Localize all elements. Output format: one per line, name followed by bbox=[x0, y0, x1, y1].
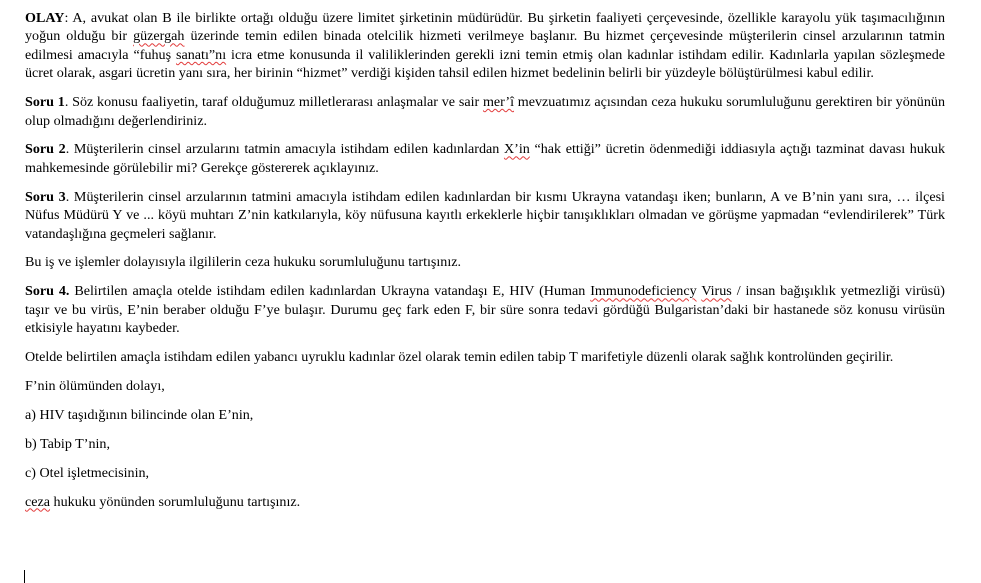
soru4-paragraph bbox=[25, 282, 945, 337]
spellcheck-word-xin[interactable]: X’in bbox=[503, 141, 530, 158]
soru1-text-2: mevzuatımız açısından ceza hukuku sorumluluğunu gerektiren bir yönünün olup olmadığını değerlendiriniz. bbox=[25, 94, 945, 129]
soru2-text-2: “hak ettiği” ücretin ödenmediği iddiasıyla açtığı tazminat davası hukuk mahkemesinde görülebilir mi? Gerekçe göstererek açıklayınız. bbox=[25, 141, 946, 176]
soru3-label: Soru 3 bbox=[25, 188, 66, 205]
spellcheck-word-virus[interactable]: Virus bbox=[701, 283, 732, 300]
soru2-text-1: . Müşterilerin cinsel arzularını tatmin amacıyla istihdam edilen kadınlardan bbox=[65, 141, 504, 158]
document-body[interactable] bbox=[25, 9, 945, 522]
fnin-paragraph: F’nin ölümünden dolayı, bbox=[25, 378, 165, 394]
spellcheck-word-sanati[interactable]: sanatı”nı bbox=[176, 46, 227, 63]
spellcheck-word-ceza[interactable]: ceza bbox=[25, 493, 51, 510]
list-item-c: c) Otel işletmecisinin, bbox=[25, 464, 150, 481]
closing-paragraph bbox=[25, 493, 945, 511]
olay-paragraph bbox=[25, 9, 945, 83]
soru4-text-1: Belirtilen amaçla otelde istihdam edilen kadınlardan Ukrayna vatandaşı E, HIV (Human bbox=[69, 283, 591, 300]
soru2-paragraph bbox=[25, 140, 945, 177]
spellcheck-word-immunodeficiency[interactable]: Immunodeficiency bbox=[590, 283, 697, 300]
soru1-paragraph bbox=[25, 93, 945, 130]
soru2-label: Soru 2 bbox=[25, 141, 66, 158]
soru3-text-1: . Müşterilerin cinsel arzularının tatmini amacıyla istihdam edilen kadınlardan bir kısmı Ukrayna vatandaşı iken; bunların, A ve B’nin yanı sıra, … ilçesi Nüfus Müdürü Y ve ... köyü muhtarı Z’nin katkılarıyla, köy nüfusuna kayıtlı erkeklerle hiçbir tanışıklıkları olmadan ve görüşme yapmadan “evlendirilerek” Türk vatandaşlığına geçmeleri sağlanır. bbox=[25, 188, 945, 242]
olay-text-3: icra etme konusunda il valiliklerinden gerekli izni temin etmiş olan kadınlar istihdam edilir. Kadınlarla yapılan sözleşmede ücret olarak, asgari ücretin yanı sıra, her birinin “hizmet” verdiği kişiden tahsil edilen hizmet bedelinin belirli bir yüzdeyle bölüştürülmesi kabul edilir. bbox=[25, 46, 946, 82]
soru3-paragraph bbox=[25, 188, 945, 243]
spellcheck-word-guzergah[interactable]: güzergah bbox=[133, 28, 185, 45]
soru1-text-1: . Söz konusu faaliyetin, taraf olduğumuz milletlerarası anlaşmalar ve sair bbox=[64, 94, 483, 111]
otelde-paragraph: Otelde belirtilen amaçla istihdam edilen yabancı uyruklu kadınlar özel olarak temin edilen tabip T marifetiyle düzenli olarak sağlık kontrolünden geçirilir. bbox=[25, 349, 894, 366]
olay-text-2: üzerinde temin edilen binada otelcilik hizmeti verilmeye başlanır. Bu hizmet çerçevesinde müşterilerin cinsel arzularının tatmin edilmesi amacıyla “fuhuş bbox=[25, 28, 945, 63]
spellcheck-word-meri[interactable]: mer’î bbox=[482, 94, 515, 111]
soru4-label: Soru 4. bbox=[25, 283, 70, 300]
soru1-label: Soru 1 bbox=[25, 94, 65, 111]
closing-text: hukuku yönünden sorumluluğunu tartışınız. bbox=[50, 493, 301, 510]
text-cursor bbox=[24, 570, 25, 583]
list-item-a: a) HIV taşıdığının bilincinde olan E’nin, bbox=[25, 406, 254, 423]
soru4-text-3: / insan bağışıklık yetmezliği virüsü) taşır ve bu virüs, E’nin beraber olduğu F’ye bulaşır. Durumu geç fark eden F, bir süre sonra tedavi gördüğü Bulgaristan’daki bir hastanede söz konusu virüsün etkisiyle hayatını kaybeder. bbox=[25, 283, 945, 337]
list-item-b: b) Tabip T’nin, bbox=[25, 435, 111, 452]
soru3-followup-paragraph: Bu iş ve işlemler dolayısıyla ilgililerin ceza hukuku sorumluluğunu tartışınız. bbox=[25, 254, 462, 271]
olay-label: OLAY bbox=[25, 10, 65, 26]
olay-text-1: : A, avukat olan B ile birlikte ortağı olduğu üzere limitet şirketinin müdürüdür. Bu şirketin faaliyeti çerçevesinde, özellikle karayolu yük taşımacılığının yoğun olduğu bir bbox=[25, 10, 945, 45]
